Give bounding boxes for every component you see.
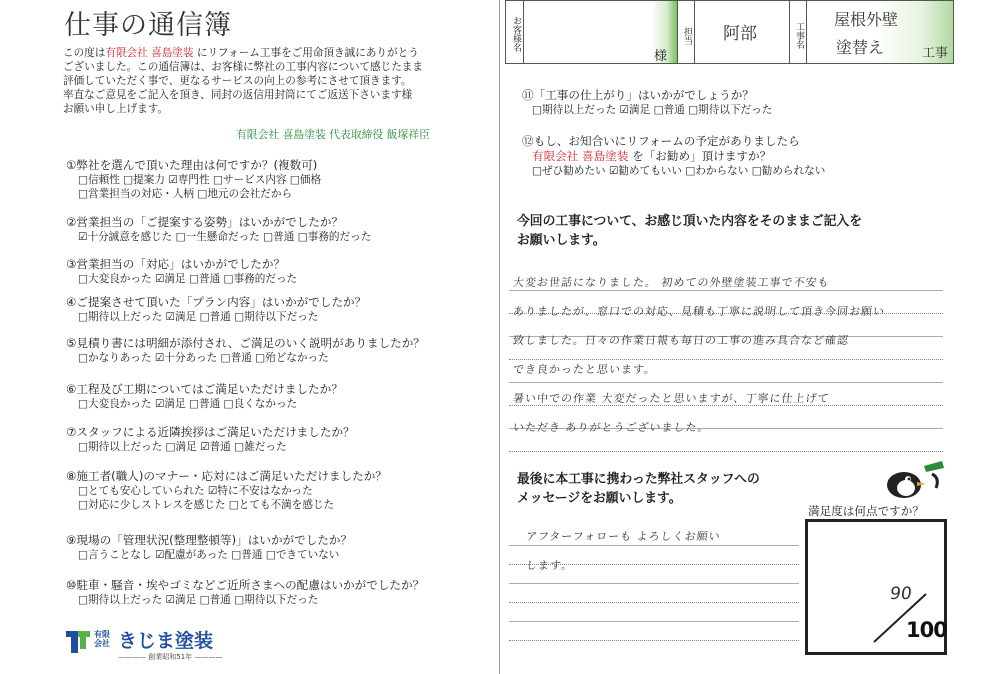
intro-text: この度は有限会社 喜島塗装 にリフォーム工事をご用命頂き誠にありがとう ございました。この通信簿は、お客様に弊社の工事内容について感じたまま 評価していただく事で、更なるサービスの向上の参考にさせて頂きます。 率直なご意見をご記入を頂き、同封の返信用封筒にてご返送下さいます様 お願い申し上げます。 <box>63 47 423 115</box>
score-value: 90 <box>888 584 914 604</box>
question-11: ⑪「工事の仕上がり」はいかがでしょうか？ □期待以上だった ☑満足 □普通 □期待以下だった <box>522 88 773 116</box>
writing-rule <box>509 545 799 546</box>
question-text: ⑥工程及び工期についてはご満足いただけましたか？ <box>66 382 343 396</box>
question-12: ⑫もし、お知合いにリフォームの予定がありましたら 有限会社 喜島塗装 を「お勧め」頂けますか？ □ぜひ勧めたい ☑勧めてもいい □わからない □勧められない <box>522 134 826 177</box>
question-8 <box>66 469 486 512</box>
question-options: □大変良かった ☑満足 □普通 □良くなかった <box>78 398 298 410</box>
question-10 <box>66 578 486 607</box>
customer-label: お客様名 <box>506 1 524 63</box>
question-text: ⑧施工者(職人)のマナー・応対にはご満足いただけましたか？ <box>66 469 387 483</box>
handwritten-line: します。 <box>525 559 574 572</box>
writing-rule <box>509 602 799 603</box>
question-6 <box>66 382 486 411</box>
column-divider <box>499 0 500 674</box>
question-text: ⑩駐車・騒音・埃やゴミなどご近所さまへの配慮はいかがでしたか？ <box>66 578 425 592</box>
logo-corp-label: 有限 会社 <box>94 630 110 648</box>
handwritten-line: でき良かったと思います。 <box>512 363 657 376</box>
writing-rule <box>509 290 943 291</box>
question-text: ③営業担当の「対応」はいかがでしたか？ <box>66 257 286 271</box>
handwritten-line: 大変お世話になりました。 初めての外壁塗装工事で不安も <box>512 276 831 289</box>
koji-suffix: 工事 <box>922 46 949 61</box>
handwritten-line: ありましたが、窓口での対応、見積も丁寧に説明して頂き今回お願い <box>512 305 886 318</box>
tanto-label: 担当 <box>677 1 695 63</box>
handwritten-line: アフターフォローも よろしくお願い <box>525 530 722 543</box>
question-4 <box>66 295 486 324</box>
koji-label: 工事名 <box>789 1 807 63</box>
question-options: □信頼性 □提案力 ☑専門性 □サービス内容 □価格 <box>78 174 322 186</box>
customer-suffix: 様 <box>654 49 668 64</box>
writing-rule <box>509 382 943 383</box>
question-text: ④ご提案させて頂いた「プラン内容」はいかがでしたか？ <box>66 295 367 309</box>
question-options: ☑十分誠意を感じた □一生懸命だった □普通 □事務的だった <box>78 231 372 243</box>
question-7 <box>66 425 486 454</box>
logo-subtitle: ———— 創業昭和51年 ———— <box>118 653 223 661</box>
question-options: □言うことなし ☑配慮があった □普通 □できていない <box>78 549 340 561</box>
header-table <box>505 0 954 64</box>
logo-name: きじま塗装 <box>118 630 214 652</box>
writing-rule <box>509 621 799 622</box>
question-text: ⑤見積り書には明細が添付され、ご満足のいく説明がありましたか？ <box>66 336 425 350</box>
handwritten-line: 致しました。日々の作業日報も毎日の工事の進み具合など確認 <box>512 334 850 347</box>
question-options: □かなりあった ☑十分あった □普通 □殆どなかった <box>78 352 329 364</box>
question-options: □大変良かった ☑満足 □普通 □事務的だった <box>78 273 298 285</box>
question-text: ②営業担当の「ご提案する姿勢」はいかがでしたか？ <box>66 215 344 229</box>
page-title: 仕事の通信簿 <box>64 10 232 41</box>
company-name: 有限会社 喜島塗装 <box>105 47 194 59</box>
question-options: □営業担当の対応・人柄 □地元の会社だから <box>78 188 293 200</box>
question-text: ⑦スタッフによる近隣挨拶はご満足いただけましたか？ <box>66 425 355 439</box>
company-logo-icon <box>66 629 92 655</box>
tanto-name: 阿部 <box>723 24 757 44</box>
koji-name-2: 塗替え <box>836 38 885 57</box>
handwritten-line: 暑い中での作業 大変だったと思いますが、丁寧に仕上げて <box>512 392 831 405</box>
question-3 <box>66 257 486 286</box>
score-box <box>805 519 947 655</box>
question-text: ⑨現場の「管理状況(整理整頓等)」はいかがでしたか？ <box>66 533 353 547</box>
question-1 <box>66 158 486 201</box>
question-5 <box>66 336 486 365</box>
staff-message-heading: 最後に本工事に携わった弊社スタッフへの メッセージをお願いします。 <box>517 472 760 506</box>
writing-rule <box>509 640 799 641</box>
question-2 <box>66 215 486 244</box>
handwritten-line: いただき ありがとうございました。 <box>512 421 711 434</box>
signature: 有限会社 喜島塗装 代表取締役 飯塚祥臣 <box>236 128 430 141</box>
koji-name-1: 屋根外壁 <box>834 10 899 29</box>
question-options: □とても安心していられた ☑特に不安はなかった <box>78 485 313 497</box>
score-max: 100 <box>906 618 947 642</box>
writing-rule <box>509 451 943 452</box>
score-label: 満足度は何点ですか？ <box>808 504 924 518</box>
writing-rule <box>509 359 943 360</box>
question-options: □期待以上だった □満足 ☑普通 □雑だった <box>78 441 287 453</box>
impressions-heading: 今回の工事について、お感じ頂いた内容をそのままご記入を お願いします。 <box>517 214 863 248</box>
question-text: ①弊社を選んで頂いた理由は何ですか？(複数可) <box>66 158 318 172</box>
question-options: □期待以上だった ☑満足 □普通 □期待以下だった <box>78 311 319 323</box>
question-9 <box>66 533 486 562</box>
question-options: □期待以上だった ☑満足 □普通 □期待以下だった <box>78 594 319 606</box>
writing-rule <box>509 583 799 584</box>
penguin-mascot-icon <box>882 458 948 500</box>
question-options: □対応に少しストレスを感じた □とても不満を感じた <box>78 499 335 511</box>
